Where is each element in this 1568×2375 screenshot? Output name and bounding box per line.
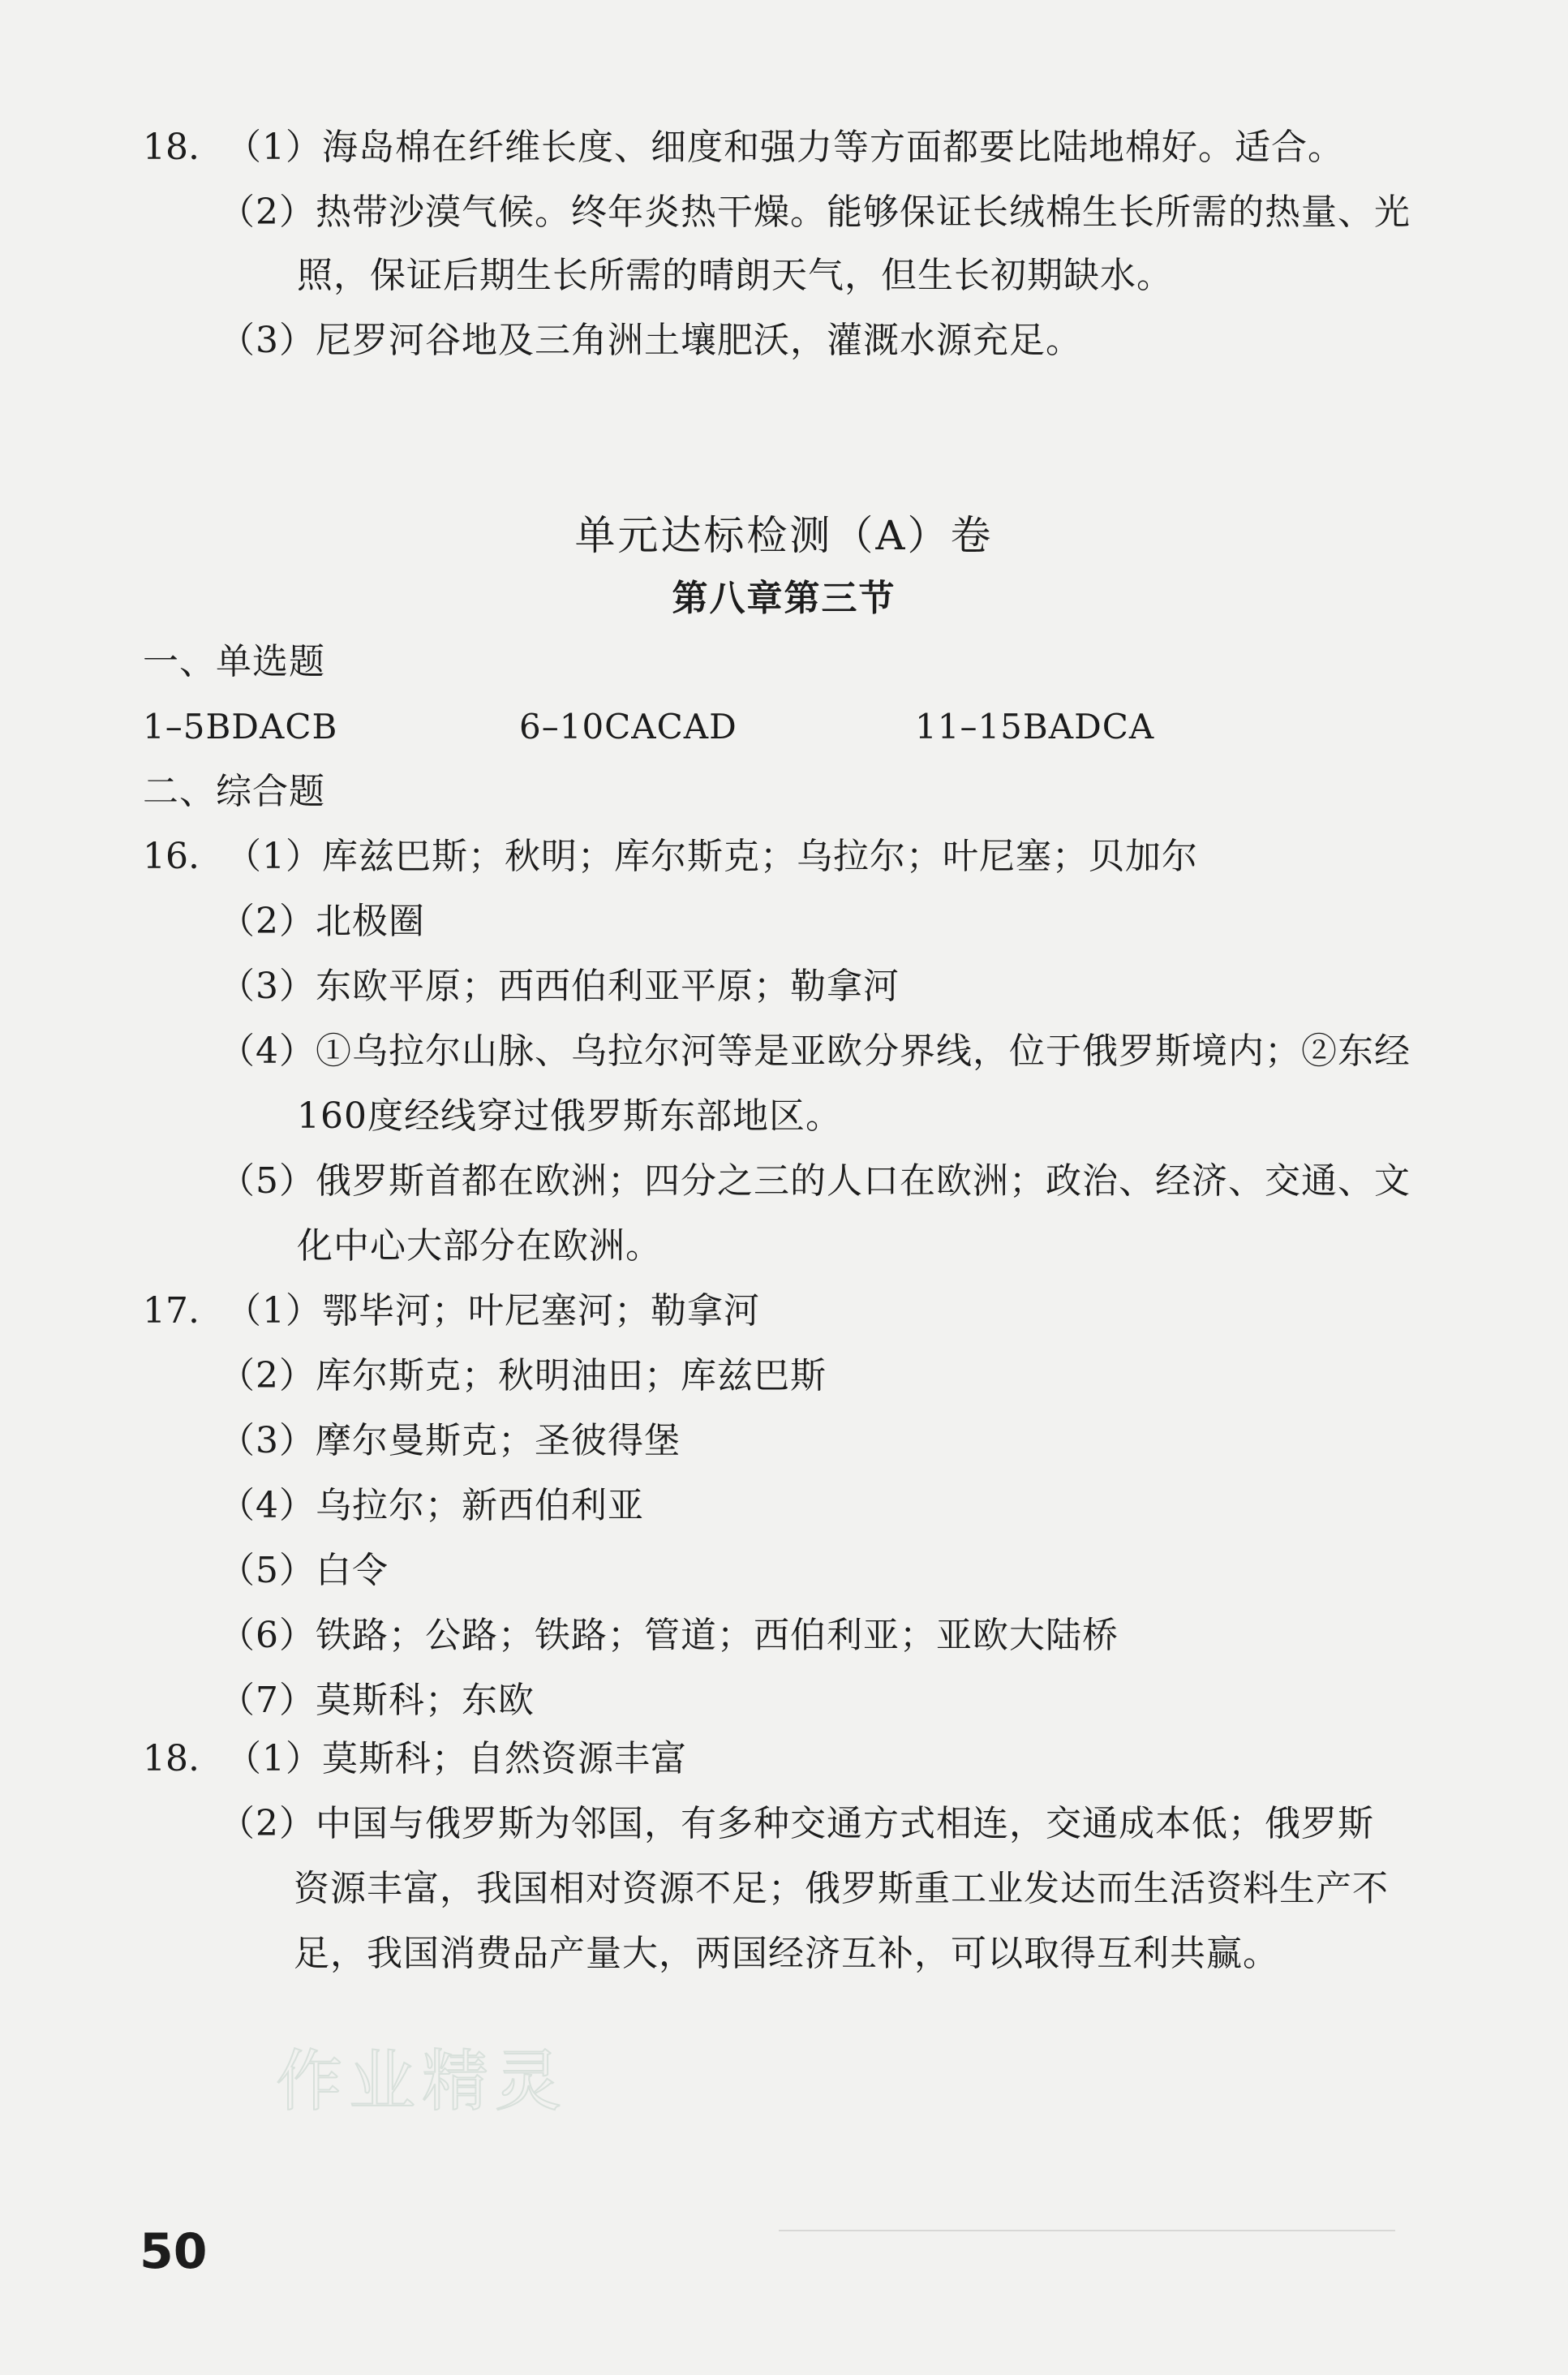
answer-line: （5）白令: [219, 1550, 389, 1591]
answer-line: 160度经线穿过俄罗斯东部地区。: [297, 1095, 842, 1137]
answer-line: （1）海岛棉在纤维长度、细度和强力等方面都要比陆地棉好。适合。: [226, 127, 1344, 168]
watermark: 作业精灵: [276, 2043, 569, 2120]
answer-line: （3）尼罗河谷地及三角洲土壤肥沃，灌溉水源充足。: [219, 320, 1082, 361]
answer-line: （3）东欧平原；西西伯利亚平原；勒拿河: [219, 966, 900, 1007]
section-subtitle: 第八章第三节: [672, 578, 896, 619]
answer-line: （3）摩尔曼斯克；圣彼得堡: [219, 1420, 681, 1461]
answer-line: （7）莫斯科；东欧: [219, 1680, 535, 1721]
choice-answers-1: 1–5BDACB: [143, 707, 338, 746]
answer-line: （4）①乌拉尔山脉、乌拉尔河等是亚欧分界线，位于俄罗斯境内；②东经: [219, 1030, 1411, 1072]
question-number: 18.: [143, 1738, 200, 1779]
answer-line: 化中心大部分在欧洲。: [297, 1225, 662, 1267]
answer-line: （2）热带沙漠气候。终年炎热干燥。能够保证长绒棉生长所需的热量、光: [219, 191, 1411, 233]
question-number: 16.: [143, 836, 200, 877]
section-title: 单元达标检测（A）卷: [574, 512, 994, 559]
question-number: 18.: [143, 127, 200, 168]
answer-line: （1）库兹巴斯；秋明；库尔斯克；乌拉尔；叶尼塞；贝加尔: [226, 836, 1198, 877]
choice-answers-3: 11–15BADCA: [915, 707, 1155, 746]
footer-divider: [779, 2230, 1395, 2231]
answer-line: 资源丰富，我国相对资源不足；俄罗斯重工业发达而生活资料生产不: [294, 1868, 1389, 1909]
answer-line: （1）莫斯科；自然资源丰富: [226, 1738, 687, 1779]
answer-line: 照，保证后期生长所需的晴朗天气，但生长初期缺水。: [297, 255, 1173, 296]
answer-line: （2）中国与俄罗斯为邻国，有多种交通方式相连，交通成本低；俄罗斯: [219, 1803, 1374, 1844]
section-heading: 一、单选题: [143, 641, 325, 682]
choice-answers-2: 6–10CACAD: [519, 707, 737, 746]
answer-line: （6）铁路；公路；铁路；管道；西伯利亚；亚欧大陆桥: [219, 1615, 1119, 1656]
question-number: 17.: [143, 1290, 200, 1332]
answer-line: （2）库尔斯克；秋明油田；库兹巴斯: [219, 1355, 827, 1396]
answer-line: 足，我国消费品产量大，两国经济互补，可以取得互利共赢。: [294, 1933, 1279, 1974]
answer-line: （5）俄罗斯首都在欧洲；四分之三的人口在欧洲；政治、经济、交通、文: [219, 1160, 1411, 1202]
answer-line: （4）乌拉尔；新西伯利亚: [219, 1485, 644, 1526]
answer-line: （2）北极圈: [219, 901, 425, 942]
answer-line: （1）鄂毕河；叶尼塞河；勒拿河: [226, 1290, 760, 1332]
page-number: 50: [140, 2223, 208, 2280]
section-heading: 二、综合题: [143, 771, 325, 812]
